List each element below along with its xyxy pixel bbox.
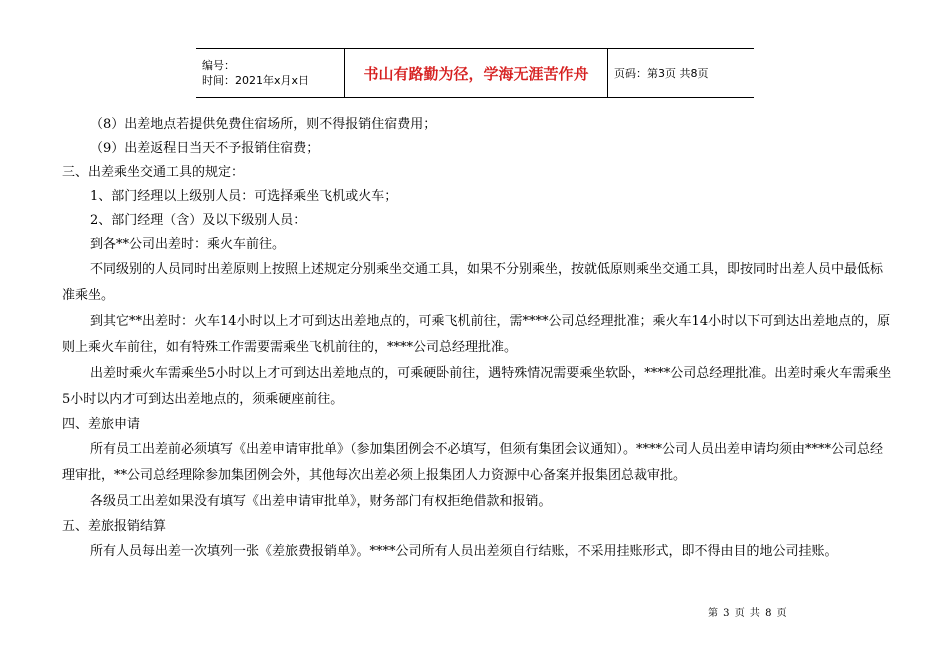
header-motto: 书山有路勤为径，学海无涯苦作舟 [363, 64, 589, 83]
section-4-paragraph-1: 所有员工出差前必须填写《出差申请审批单》（参加集团例会不必填写，但须有集团会议通知）。****公司人员出差申请均须由****公司总经理审批，**公司总经理除参加集团例会外，其他每次出差必须上报集团人力资源中心备案并报集团总裁审批。 [62, 442, 884, 483]
section-5-paragraph-1: 所有人员每出差一次填列一张《差旅费报销单》。****公司所有人员出差须自行结账，不采用挂账形式，即不得由目的地公司挂账。 [90, 544, 838, 559]
header-motto-cell [345, 49, 608, 97]
document-date: 时间：2021年x月x日 [202, 74, 310, 87]
document-number-label: 编号： [202, 59, 235, 72]
section-4-paragraph-2: 各级员工出差如果没有填写《出差申请审批单》，财务部门有权拒绝借款和报销。 [90, 494, 552, 509]
header-meta-cell [196, 49, 345, 97]
header-page-cell [608, 49, 754, 97]
section-5-title: 五、差旅报销结算 [62, 519, 167, 534]
document-header [196, 48, 754, 98]
document-body [62, 113, 892, 565]
section-3-title: 三、出差乘坐交通工具的规定： [62, 165, 245, 180]
section-3-item-1: 1、部门经理以上级别人员：可选择乘坐飞机或火车； [90, 189, 398, 204]
header-page-code: 页码：第3页 共8页 [614, 67, 709, 80]
page-footer: 第 3 页 共 8 页 [708, 608, 788, 619]
rule-item-9: （9）出差返程日当天不予报销住宿费； [90, 141, 320, 156]
section-3-sleeper-paragraph: 出差时乘火车需乘坐5小时以上才可到达出差地点的，可乘硬卧前往，遇特殊情况需要乘坐软卧，****公司总经理批准。出差时乘火车需乘坐5小时以内才可到达出差地点的，须乘硬座前往。 [62, 366, 892, 407]
section-4-title: 四、差旅申请 [62, 417, 141, 432]
section-3-mixed-level-paragraph: 不同级别的人员同时出差原则上按照上述规定分别乘坐交通工具，如果不分别乘坐，按就低原则乘坐交通工具，即按同时出差人员中最低标准乘坐。 [62, 262, 884, 303]
section-3-item-2: 2、部门经理（含）及以下级别人员： [90, 213, 307, 228]
section-3-branch-travel: 到各**公司出差时：乘火车前往。 [90, 237, 286, 252]
rule-item-8: （8）出差地点若提供免费住宿场所，则不得报销住宿费用； [90, 117, 437, 132]
section-3-other-travel-paragraph: 到其它**出差时：火车14小时以上才可到达出差地点的，可乘飞机前往，需****公司总经理批准；乘火车14小时以下可到达出差地点的，原则上乘火车前往，如有特殊工作需要需乘坐飞机前往的，****公司总经理批准。 [62, 314, 891, 355]
